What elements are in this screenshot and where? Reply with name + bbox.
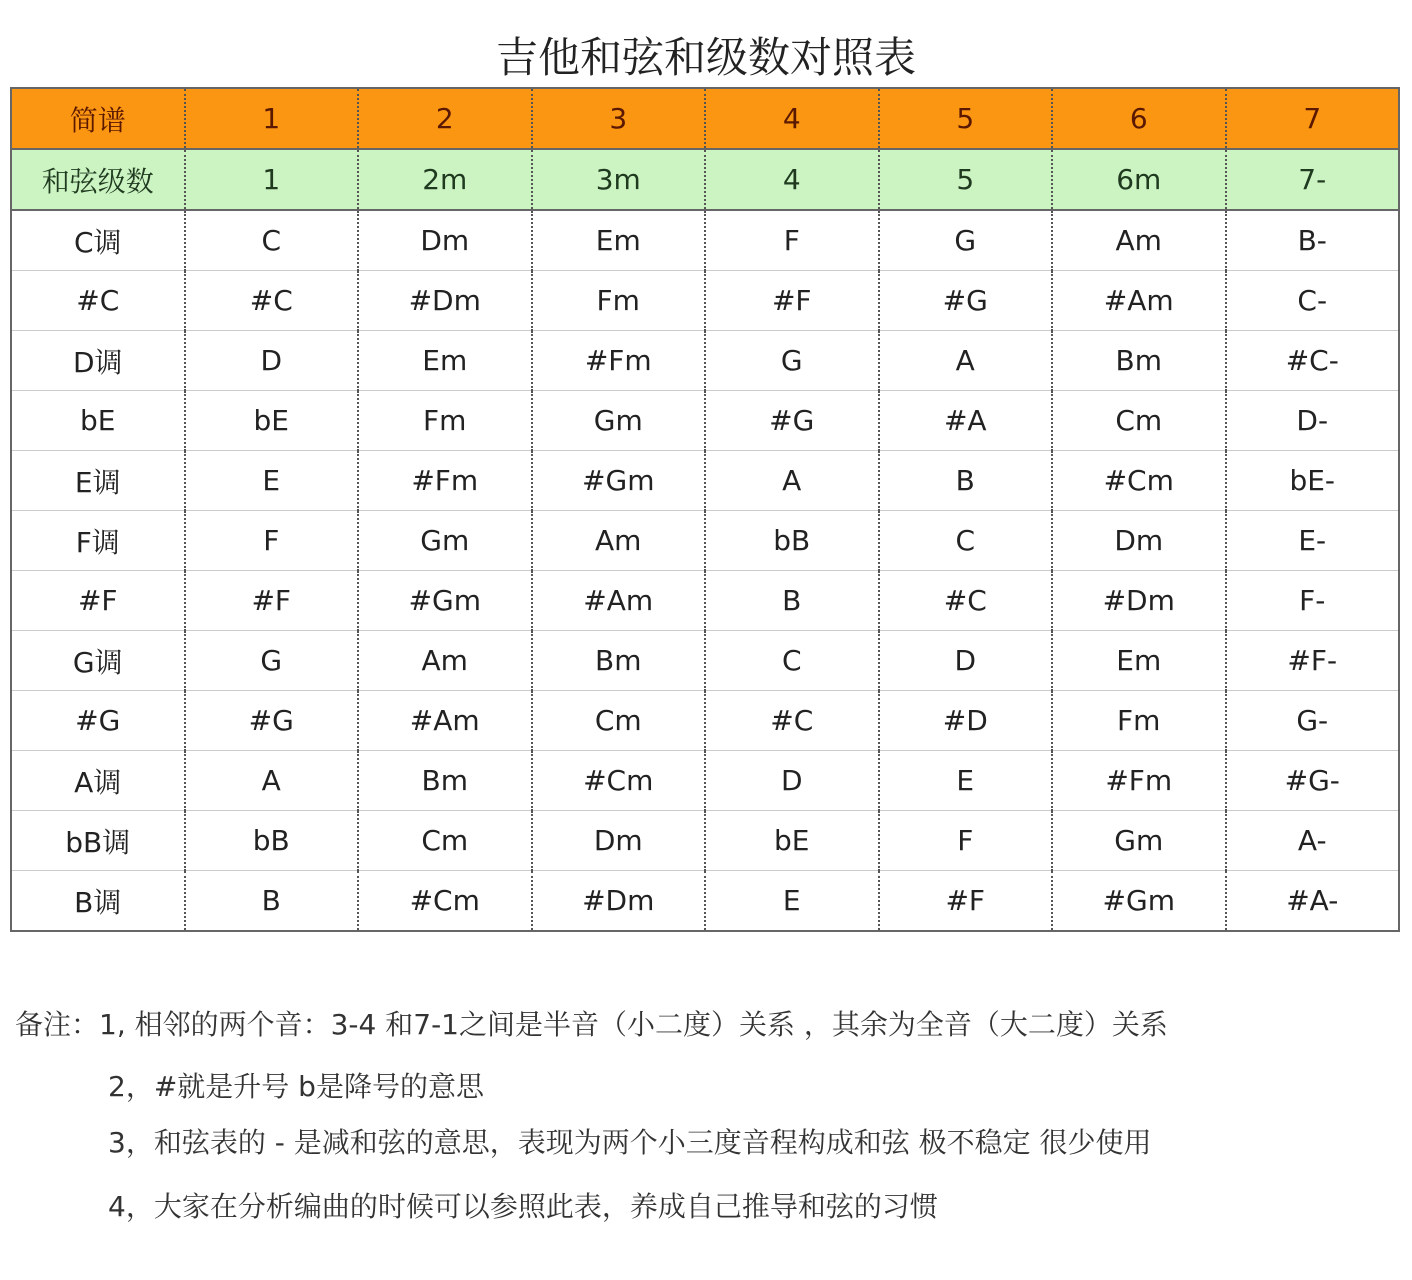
table-cell: #Fm [358, 451, 532, 511]
table-cell: #Gm [1052, 871, 1226, 932]
table-cell: D [705, 751, 879, 811]
table-cell: E- [1226, 511, 1400, 571]
table-row [11, 811, 1399, 871]
note-2: 2，#就是升号 b是降号的意思 [108, 1070, 484, 1103]
jianpu-row [11, 88, 1399, 149]
table-row-label: B调 [11, 871, 185, 932]
table-cell: 5 [879, 88, 1053, 149]
table-cell: #F [879, 871, 1053, 932]
table-cell: C- [1226, 271, 1400, 331]
table-row-label: bB调 [11, 811, 185, 871]
table-cell: 4 [705, 88, 879, 149]
table-cell: 7 [1226, 88, 1400, 149]
table-cell: #Cm [358, 871, 532, 932]
table-cell: Bm [358, 751, 532, 811]
table-cell: Am [358, 631, 532, 691]
table-cell: Gm [358, 511, 532, 571]
table-cell: D- [1226, 391, 1400, 451]
table-cell: 5 [879, 149, 1053, 210]
table-cell: #D [879, 691, 1053, 751]
table-cell: #C [705, 691, 879, 751]
table-row [11, 751, 1399, 811]
note-4: 4，大家在分析编曲的时候可以参照此表，养成自己推导和弦的习惯 [108, 1190, 938, 1223]
table-cell: C [705, 631, 879, 691]
table-cell: B- [1226, 210, 1400, 271]
table-row [11, 391, 1399, 451]
table-cell: Dm [358, 210, 532, 271]
table-cell: 7- [1226, 149, 1400, 210]
table-cell: 2 [358, 88, 532, 149]
jianpu-row-label: 简谱 [11, 88, 185, 149]
table-cell: #F- [1226, 631, 1400, 691]
table-cell: bE- [1226, 451, 1400, 511]
table-cell: Cm [358, 811, 532, 871]
table-cell: #Am [358, 691, 532, 751]
table-cell: #F [185, 571, 359, 631]
table-cell: Fm [358, 391, 532, 451]
table-cell: A [879, 331, 1053, 391]
table-row [11, 511, 1399, 571]
table-row-label: #C [11, 271, 185, 331]
table-row [11, 631, 1399, 691]
table-cell: bB [185, 811, 359, 871]
table-cell: G [185, 631, 359, 691]
table-cell: A [705, 451, 879, 511]
table-cell: F [185, 511, 359, 571]
table-cell: E [879, 751, 1053, 811]
table-cell: #Gm [532, 451, 706, 511]
table-cell: #F [705, 271, 879, 331]
note-1: 备注：1, 相邻的两个音：3-4 和7-1之间是半音（小二度）关系 ，其余为全音（大二度）关系 [15, 1008, 1168, 1041]
table-cell: #Gm [358, 571, 532, 631]
table-row [11, 331, 1399, 391]
table-cell: G [705, 331, 879, 391]
table-cell: Gm [1052, 811, 1226, 871]
table-cell: Fm [1052, 691, 1226, 751]
table-cell: C [185, 210, 359, 271]
table-row-label: E调 [11, 451, 185, 511]
table-cell: Em [1052, 631, 1226, 691]
table-cell: #A- [1226, 871, 1400, 932]
note-3: 3，和弦表的 - 是减和弦的意思，表现为两个小三度音程构成和弦 极不稳定 很少使用 [108, 1126, 1152, 1159]
table-cell: Bm [532, 631, 706, 691]
table-row-label: #F [11, 571, 185, 631]
table-cell: 1 [185, 88, 359, 149]
table-cell: Gm [532, 391, 706, 451]
table-cell: 6 [1052, 88, 1226, 149]
table-cell: Dm [1052, 511, 1226, 571]
table-row [11, 691, 1399, 751]
table-cell: Bm [1052, 331, 1226, 391]
table-cell: F- [1226, 571, 1400, 631]
page-title: 吉他和弦和级数对照表 [495, 33, 916, 82]
table-cell: #Am [1052, 271, 1226, 331]
table-cell: #Dm [1052, 571, 1226, 631]
table-row-label: A调 [11, 751, 185, 811]
table-cell: #G- [1226, 751, 1400, 811]
table-cell: #G [879, 271, 1053, 331]
table-cell: F [705, 210, 879, 271]
table-cell: #Am [532, 571, 706, 631]
chord-degree-table [10, 87, 1400, 932]
table-cell: 3 [532, 88, 706, 149]
table-cell: bE [185, 391, 359, 451]
table-cell: E [185, 451, 359, 511]
degree-row [11, 149, 1399, 210]
table-cell: Em [358, 331, 532, 391]
table-cell: #Cm [1052, 451, 1226, 511]
table-cell: 3m [532, 149, 706, 210]
degree-row-label: 和弦级数 [11, 149, 185, 210]
table-row-label: #G [11, 691, 185, 751]
table-row [11, 571, 1399, 631]
table-cell: 6m [1052, 149, 1226, 210]
table-cell: Am [532, 511, 706, 571]
table-cell: bB [705, 511, 879, 571]
table-cell: 2m [358, 149, 532, 210]
table-row-label: D调 [11, 331, 185, 391]
table-cell: #A [879, 391, 1053, 451]
table-cell: #Dm [532, 871, 706, 932]
table-row-label: G调 [11, 631, 185, 691]
table-cell: #Cm [532, 751, 706, 811]
table-cell: Cm [1052, 391, 1226, 451]
table-cell: A [185, 751, 359, 811]
table-cell: G [879, 210, 1053, 271]
table-cell: Am [1052, 210, 1226, 271]
table-row [11, 451, 1399, 511]
table-cell: #Fm [1052, 751, 1226, 811]
table-cell: Dm [532, 811, 706, 871]
table-cell: #G [705, 391, 879, 451]
table-cell: Fm [532, 271, 706, 331]
table-cell: G- [1226, 691, 1400, 751]
table-cell: #Fm [532, 331, 706, 391]
table-cell: #C- [1226, 331, 1400, 391]
table-row [11, 271, 1399, 331]
table-cell: #G [185, 691, 359, 751]
table-cell: E [705, 871, 879, 932]
table-row-label: C调 [11, 210, 185, 271]
table-cell: D [879, 631, 1053, 691]
table-cell: A- [1226, 811, 1400, 871]
table-cell: 1 [185, 149, 359, 210]
table-cell: #Dm [358, 271, 532, 331]
table-row-label: F调 [11, 511, 185, 571]
table-cell: bE [705, 811, 879, 871]
table-row [11, 871, 1399, 932]
table-cell: C [879, 511, 1053, 571]
table-row [11, 210, 1399, 271]
table-cell: #C [185, 271, 359, 331]
table-cell: D [185, 331, 359, 391]
table-cell: B [879, 451, 1053, 511]
table-cell: 4 [705, 149, 879, 210]
table-row-label: bE [11, 391, 185, 451]
table-cell: #C [879, 571, 1053, 631]
table-cell: Cm [532, 691, 706, 751]
table-cell: F [879, 811, 1053, 871]
table-cell: B [185, 871, 359, 932]
table-cell: B [705, 571, 879, 631]
table-cell: Em [532, 210, 706, 271]
